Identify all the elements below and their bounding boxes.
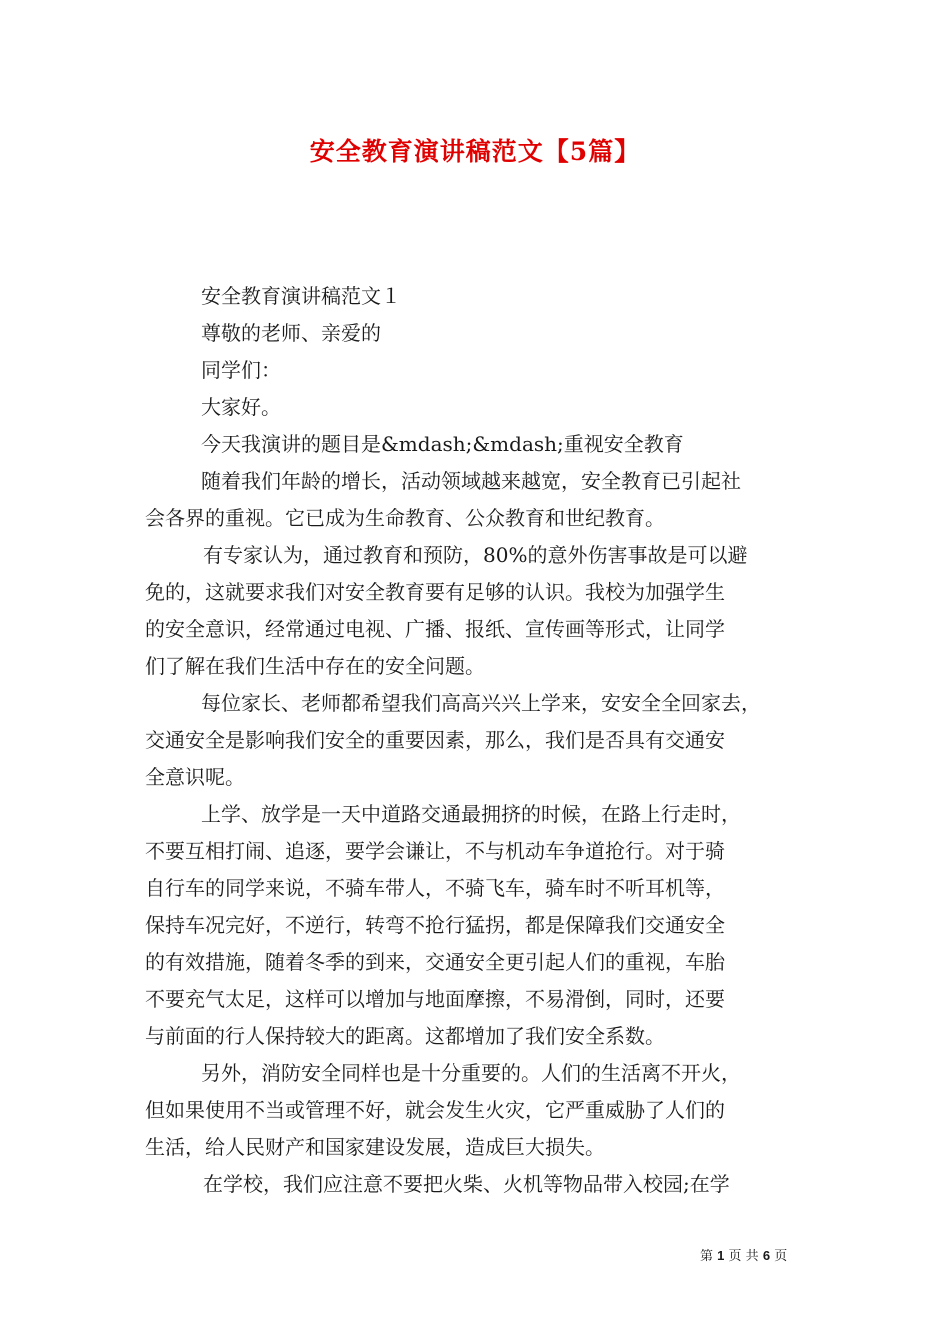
body-line: 不要互相打闹、追逐，要学会谦让，不与机动车争道抢行。对于骑 [145, 839, 725, 863]
body-line: 自行车的同学来说，不骑车带人，不骑飞车，骑车时不听耳机等， [145, 876, 725, 900]
footer-current-page: 1 [717, 1248, 725, 1263]
body-line: 会各界的重视。它已成为生命教育、公众教育和世纪教育。 [145, 506, 665, 530]
body-line: 的安全意识，经常通过电视、广播、报纸、宣传画等形式，让同学 [145, 617, 725, 641]
body-line: 尊敬的老师、亲爱的 [201, 321, 381, 345]
body-line: 今天我演讲的题目是&mdash;&mdash;重视安全教育 [201, 432, 684, 456]
body-line: 交通安全是影响我们安全的重要因素，那么，我们是否具有交通安 [145, 728, 725, 752]
body-line: 随着我们年龄的增长，活动领域越来越宽，安全教育已引起社 [201, 469, 741, 493]
body-line: 上学、放学是一天中道路交通最拥挤的时候，在路上行走时， [201, 802, 741, 826]
footer-suffix: 页 [774, 1249, 788, 1264]
body-line: 免的，这就要求我们对安全教育要有足够的认识。我校为加强学生 [145, 580, 725, 604]
body-line: 的有效措施，随着冬季的到来，交通安全更引起人们的重视，车胎 [145, 950, 725, 974]
body-line: 有专家认为，通过教育和预防，80%的意外伤害事故是可以避 [203, 543, 748, 567]
body-line: 但如果使用不当或管理不好，就会发生火灾，它严重威胁了人们的 [145, 1098, 725, 1122]
body-line: 生活，给人民财产和国家建设发展，造成巨大损失。 [145, 1135, 605, 1159]
body-line: 安全教育演讲稿范文１ [201, 284, 401, 308]
body-line: 保持车况完好，不逆行，转弯不抢行猛拐，都是保障我们交通安全 [145, 913, 725, 937]
body-line: 不要充气太足，这样可以增加与地面摩擦，不易滑倒，同时，还要 [145, 987, 725, 1011]
document-body [145, 278, 810, 1203]
body-line: 在学校，我们应注意不要把火柴、火机等物品带入校园;在学 [203, 1172, 730, 1196]
body-line: 全意识呢。 [145, 765, 245, 789]
footer-prefix: 第 [700, 1249, 714, 1264]
footer-middle: 页 共 [728, 1249, 759, 1264]
body-line: 与前面的行人保持较大的距离。这都增加了我们安全系数。 [145, 1024, 665, 1048]
body-line: 同学们： [201, 358, 281, 382]
page-footer [700, 1245, 820, 1264]
body-line: 每位家长、老师都希望我们高高兴兴上学来，安安全全回家去， [201, 691, 761, 715]
footer-total-pages: 6 [762, 1248, 771, 1263]
body-line: 另外，消防安全同样也是十分重要的。人们的生活离不开火， [201, 1061, 741, 1085]
body-line: 大家好。 [201, 395, 281, 419]
document-title: 安全教育演讲稿范文【5篇】 [309, 137, 641, 166]
body-line: 们了解在我们生活中存在的安全问题。 [145, 654, 485, 678]
